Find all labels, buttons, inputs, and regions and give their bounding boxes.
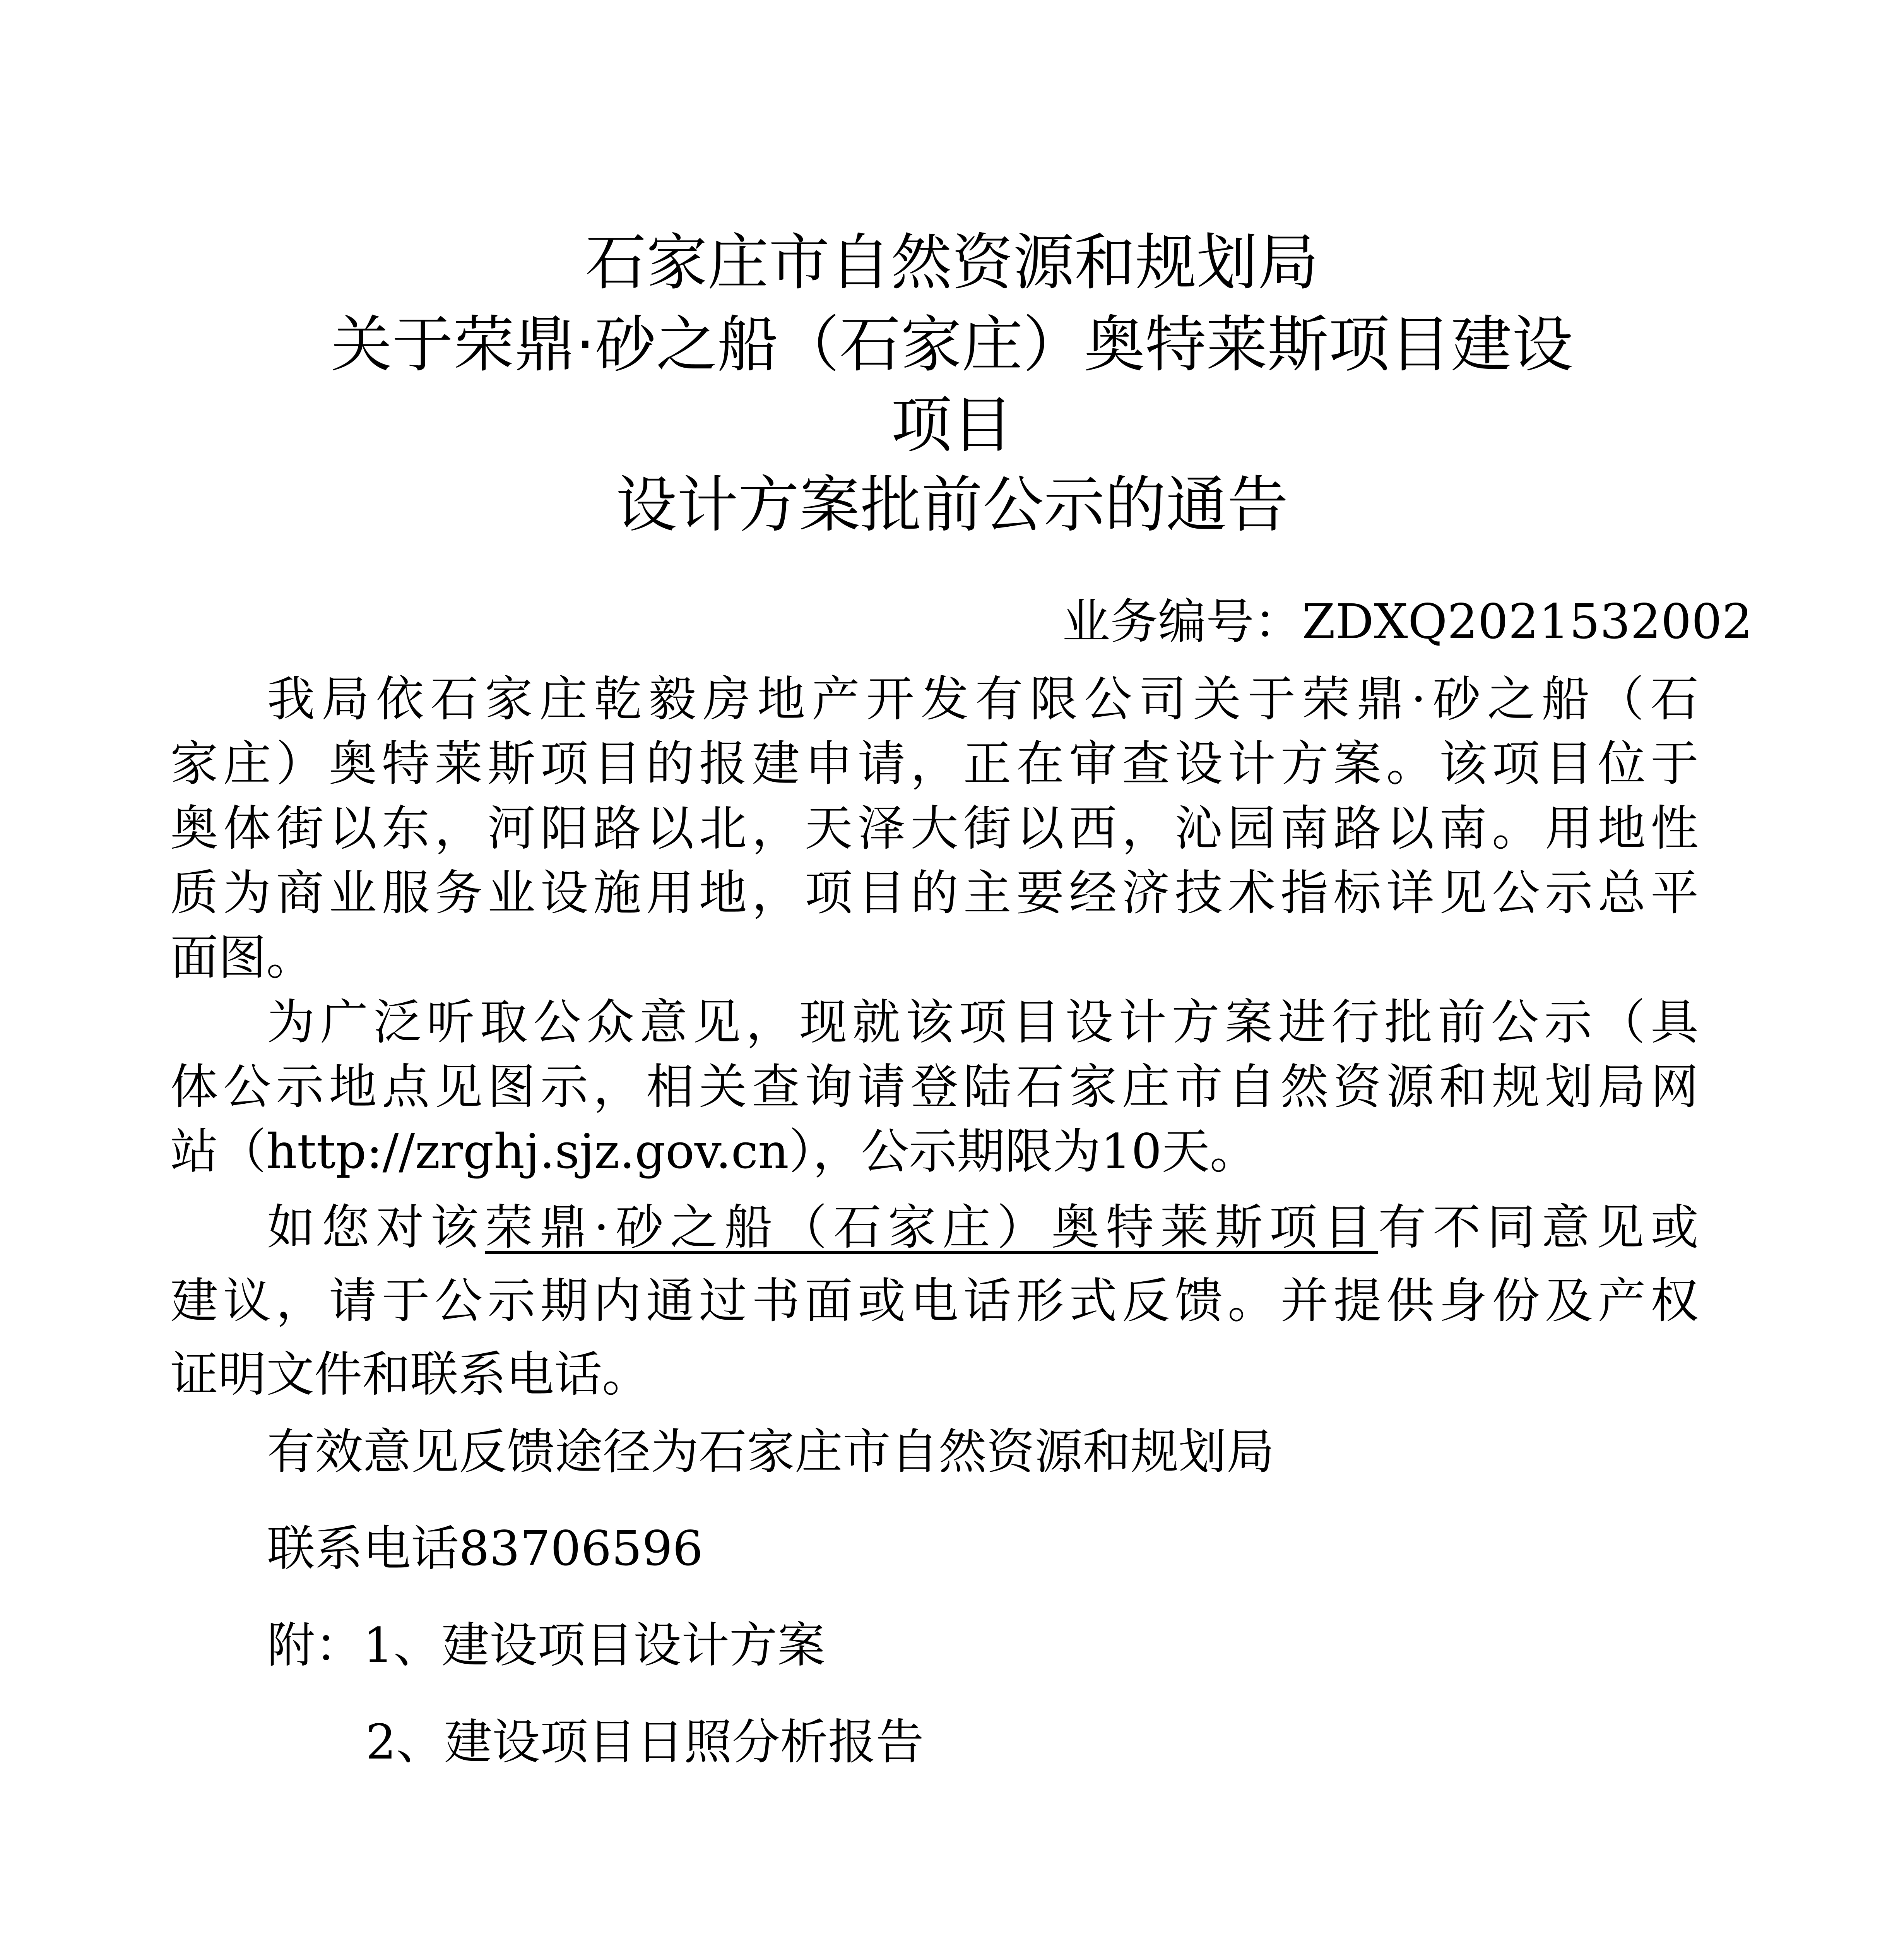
para1-line-3: 奥体街以东，河阳路以北，天泽大街以西，沁园南路以南。用地性 — [170, 801, 1699, 856]
title-line-3: 项目 — [891, 390, 1013, 461]
para2-line-1: 为广泛听取公众意见，现就该项目设计方案进行批前公示（具 — [267, 995, 1699, 1050]
para1-line-2: 家庄）奥特莱斯项目的报建申请，正在审查设计方案。该项目位于 — [170, 736, 1699, 792]
contact-phone: 联系电话83706596 — [267, 1521, 703, 1577]
para1-line-5: 面图。 — [170, 930, 315, 986]
para3-line-1 — [267, 1200, 1699, 1255]
para2-line-2: 体公示地点见图示，相关查询请登陆石家庄市自然资源和规划局网 — [170, 1059, 1699, 1115]
para3-prefix: 如您对该 — [267, 1200, 485, 1255]
title-line-1: 石家庄市自然资源和规划局 — [585, 227, 1319, 298]
title-line-2: 关于荣鼎·砂之船（石家庄）奥特莱斯项目建设 — [331, 309, 1573, 380]
para2-line-3: 站（http://zrghj.sjz.gov.cn），公示期限为10天。 — [170, 1124, 1258, 1180]
para1-line-1: 我局依石家庄乾毅房地产开发有限公司关于荣鼎·砂之船（石 — [267, 671, 1699, 727]
title-line-4: 设计方案批前公示的通告 — [616, 469, 1288, 541]
para1-line-4: 质为商业服务业设施用地，项目的主要经济技术指标详见公示总平 — [170, 865, 1699, 921]
feedback-line: 有效意见反馈途径为石家庄市自然资源和规划局 — [267, 1424, 1275, 1480]
project-name-underlined: 荣鼎·砂之船（石家庄）奥特莱斯项目 — [485, 1200, 1379, 1255]
para3-line-3: 证明文件和联系电话。 — [170, 1347, 650, 1402]
attachment-item-1: 附：1、建设项目设计方案 — [267, 1618, 825, 1673]
business-number: 业务编号：ZDXQ2021532002 — [1062, 594, 1753, 650]
para3-suffix: 有不同意见或 — [1378, 1200, 1699, 1255]
para3-line-2: 建议，请于公示期内通过书面或电话形式反馈。并提供身份及产权 — [170, 1273, 1699, 1329]
attachment-item-2: 2、建设项目日照分析报告 — [366, 1714, 924, 1770]
